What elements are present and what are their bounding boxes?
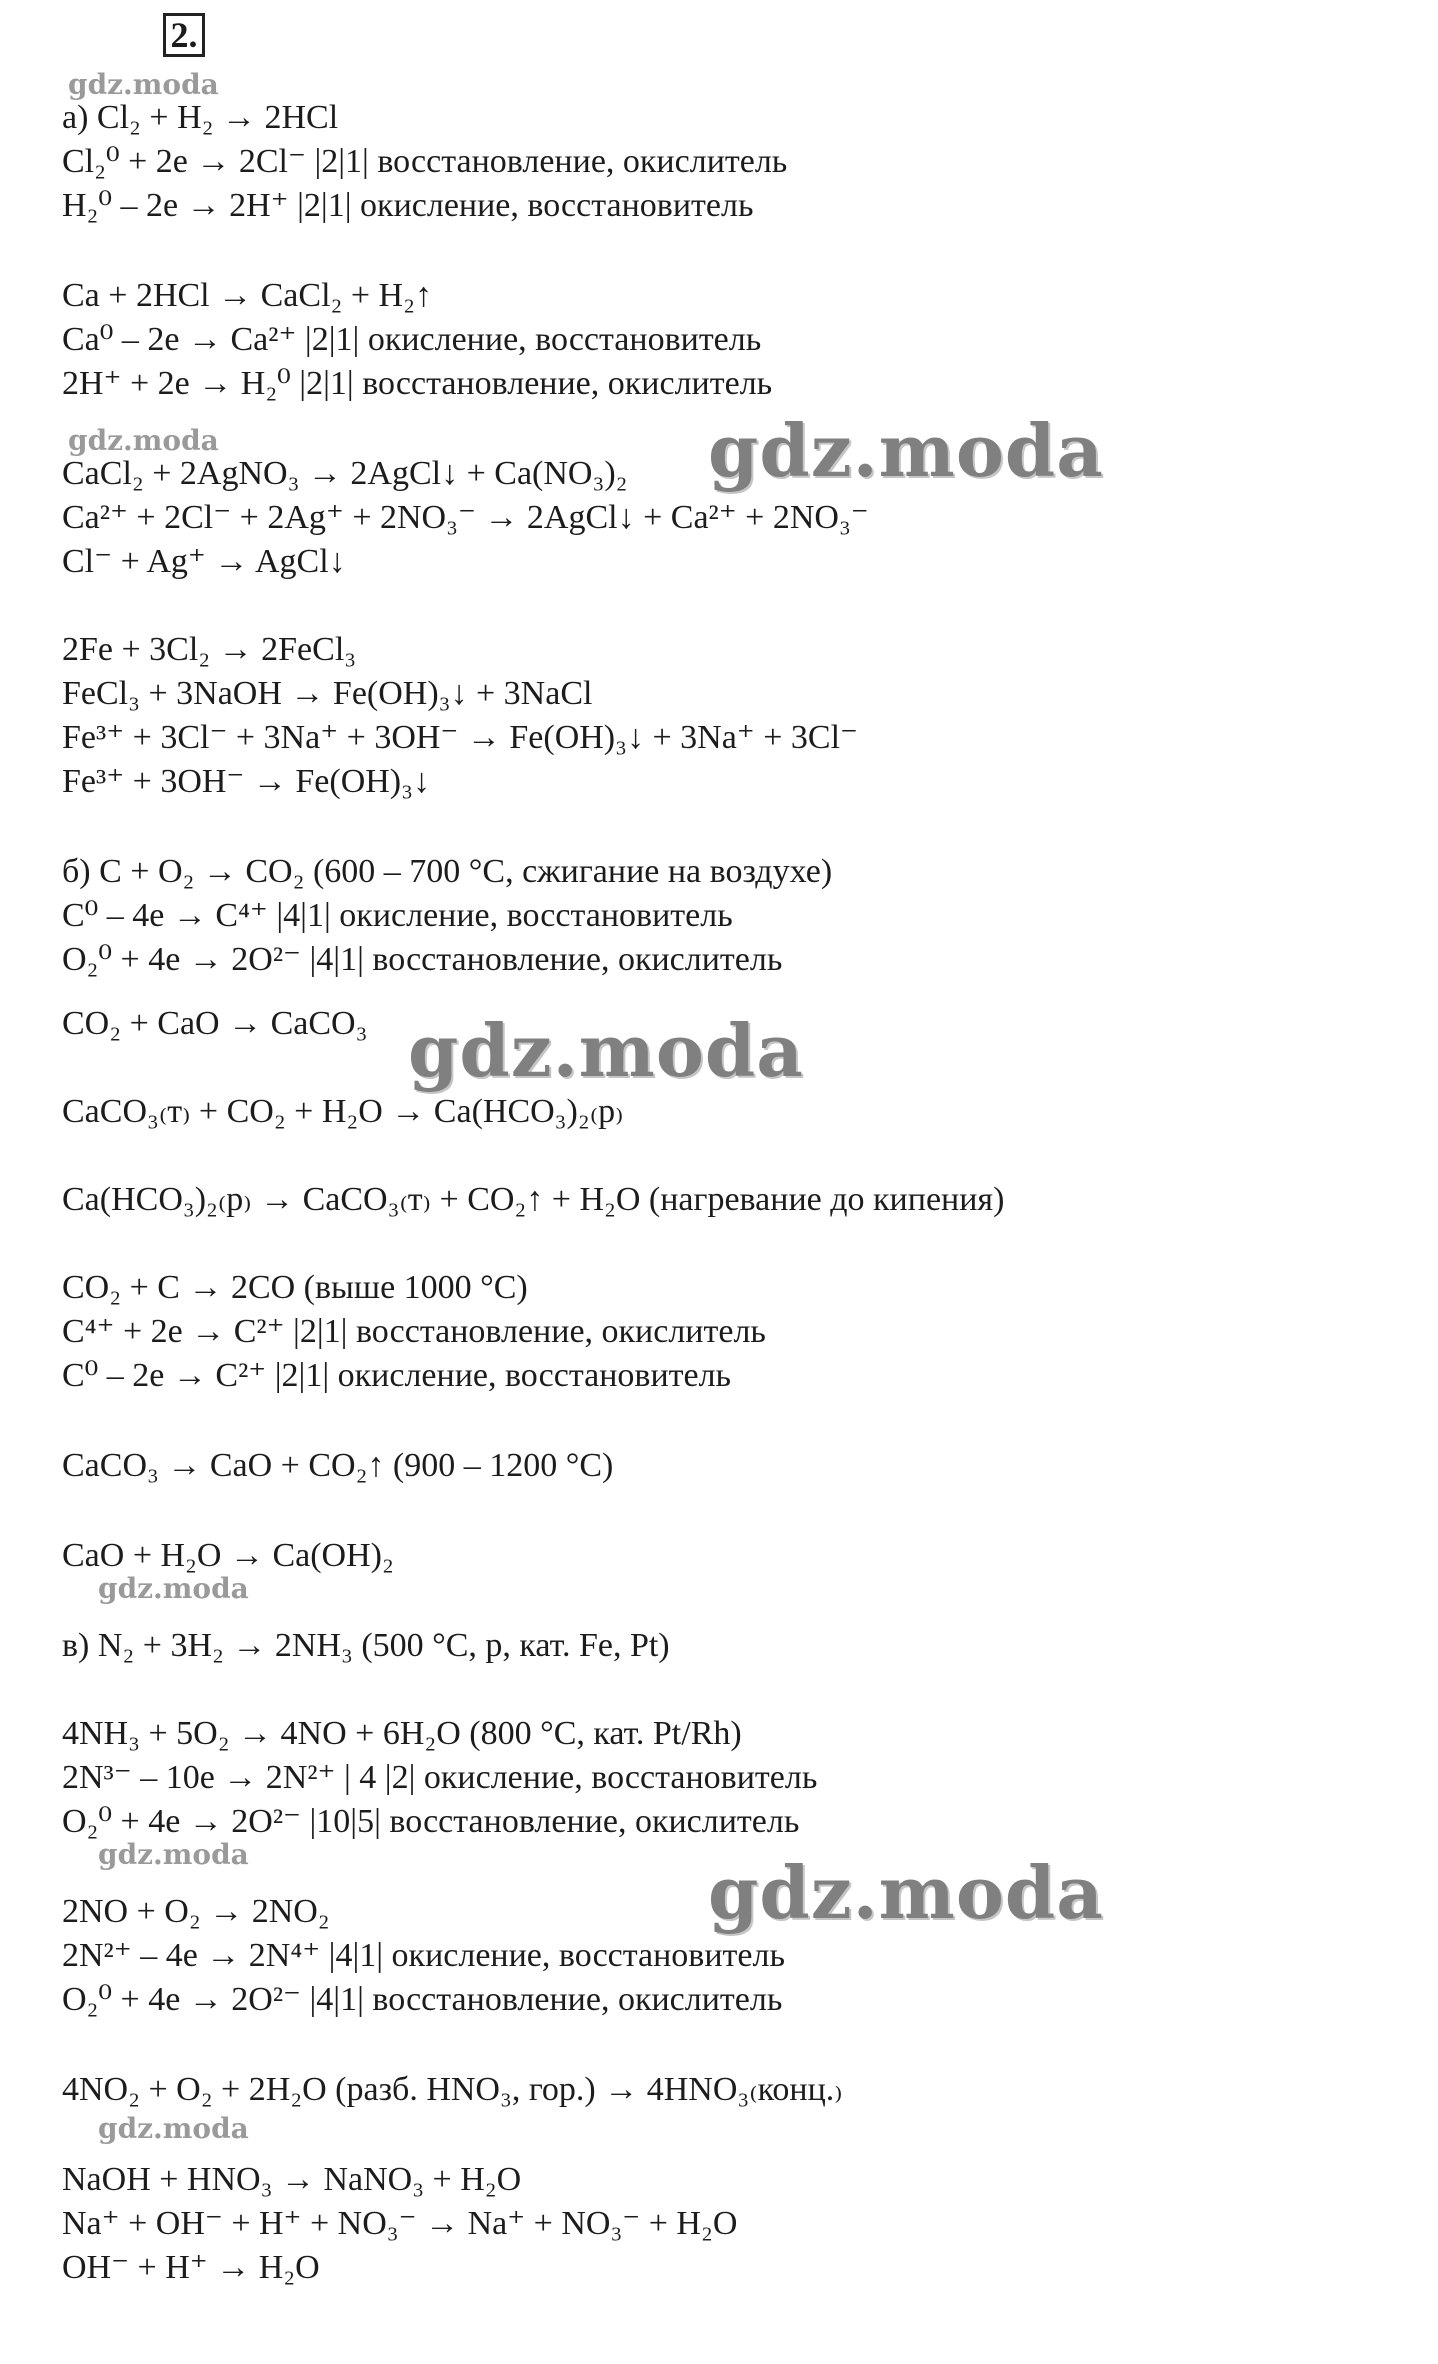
- equation-line: CaCO₃ → CaO + CO₂↑ (900 – 1200 °C): [62, 1447, 614, 1484]
- equation-line: FeCl₃ + 3NaOH → Fe(OH)₃↓ + 3NaCl: [62, 675, 593, 712]
- equation-line: NaOH + HNO₃ → NaNO₃ + H₂O: [62, 2161, 522, 2198]
- equation-line: C⁰ – 2e → C²⁺ |2|1| окисление, восстановитель: [62, 1357, 732, 1394]
- equation-line: Cl⁻ + Ag⁺ → AgCl↓: [62, 543, 346, 580]
- equation-line: C⁴⁺ + 2e → C²⁺ |2|1| восстановление, окислитель: [62, 1313, 766, 1350]
- equation-line: а) Cl₂ + H₂ → 2HCl: [62, 99, 339, 136]
- watermark: gdz.moda: [68, 424, 219, 457]
- equation-line: H₂⁰ – 2e → 2H⁺ |2|1| окисление, восстановитель: [62, 187, 754, 224]
- task-number: 2.: [163, 13, 205, 57]
- equation-line: 2N²⁺ – 4e → 2N⁴⁺ |4|1| окисление, восстановитель: [62, 1937, 785, 1974]
- equation-line: Ca²⁺ + 2Cl⁻ + 2Ag⁺ + 2NO₃⁻ → 2AgCl↓ + Ca²⁺ + 2NO₃⁻: [62, 499, 869, 536]
- equation-line: Na⁺ + OH⁻ + H⁺ + NO₃⁻ → Na⁺ + NO₃⁻ + H₂O: [62, 2205, 738, 2242]
- equation-line: Ca + 2HCl → CaCl₂ + H₂↑: [62, 277, 432, 314]
- equation-line: O₂⁰ + 4e → 2O²⁻ |10|5| восстановление, окислитель: [62, 1803, 800, 1840]
- equation-line: Ca⁰ – 2e → Ca²⁺ |2|1| окисление, восстановитель: [62, 321, 762, 358]
- watermark: gdz.moda: [68, 68, 219, 101]
- equation-line: Cl₂⁰ + 2e → 2Cl⁻ |2|1| восстановление, окислитель: [62, 143, 788, 180]
- equation-line: в) N₂ + 3H₂ → 2NH₃ (500 °C, p, кат. Fe, Pt): [62, 1627, 670, 1664]
- equation-line: 2NO + O₂ → 2NO₂: [62, 1893, 330, 1930]
- equation-line: 4NH₃ + 5O₂ → 4NO + 6H₂O (800 °C, кат. Pt/Rh): [62, 1715, 742, 1752]
- equation-line: Ca(HCO₃)₂₍р₎ → CaCO₃₍т₎ + CO₂↑ + H₂O (нагревание до кипения): [62, 1181, 1005, 1218]
- watermark-large: gdz.moda: [708, 408, 1104, 493]
- equation-line: CaCO₃₍т₎ + CO₂ + H₂O → Ca(HCO₃)₂₍р₎: [62, 1093, 624, 1130]
- equation-line: C⁰ – 4e → C⁴⁺ |4|1| окисление, восстановитель: [62, 897, 733, 934]
- equation-line: б) C + O₂ → CO₂ (600 – 700 °C, сжигание на воздухе): [62, 853, 833, 890]
- equation-line: CO₂ + C → 2CO (выше 1000 °C): [62, 1269, 528, 1306]
- watermark: gdz.moda: [98, 2112, 249, 2145]
- watermark: gdz.moda: [98, 1572, 249, 1605]
- equation-line: OH⁻ + H⁺ → H₂O: [62, 2249, 320, 2286]
- equation-line: 2N³⁻ – 10e → 2N²⁺ | 4 |2| окисление, восстановитель: [62, 1759, 818, 1796]
- watermark-large: gdz.moda: [408, 1008, 804, 1093]
- equation-line: 2Fe + 3Cl₂ → 2FeCl₃: [62, 631, 357, 668]
- equation-line: CO₂ + CaO → CaCO₃: [62, 1005, 368, 1042]
- equation-line: O₂⁰ + 4e → 2O²⁻ |4|1| восстановление, окислитель: [62, 941, 783, 978]
- watermark-large: gdz.moda: [708, 1850, 1104, 1935]
- equation-line: Fe³⁺ + 3Cl⁻ + 3Na⁺ + 3OH⁻ → Fe(OH)₃↓ + 3Na⁺ + 3Cl⁻: [62, 719, 858, 756]
- equation-line: Fe³⁺ + 3OH⁻ → Fe(OH)₃↓: [62, 763, 430, 800]
- equation-line: 2H⁺ + 2e → H₂⁰ |2|1| восстановление, окислитель: [62, 365, 773, 402]
- equation-line: CaCl₂ + 2AgNO₃ → 2AgCl↓ + Ca(NO₃)₂: [62, 455, 628, 492]
- equation-line: O₂⁰ + 4e → 2O²⁻ |4|1| восстановление, окислитель: [62, 1981, 783, 2018]
- watermark: gdz.moda: [98, 1838, 249, 1871]
- equation-line: CaO + H₂O → Ca(OH)₂: [62, 1537, 394, 1574]
- equation-line: 4NO₂ + O₂ + 2H₂O (разб. HNO₃, гор.) → 4HNO₃₍конц.₎: [62, 2071, 843, 2108]
